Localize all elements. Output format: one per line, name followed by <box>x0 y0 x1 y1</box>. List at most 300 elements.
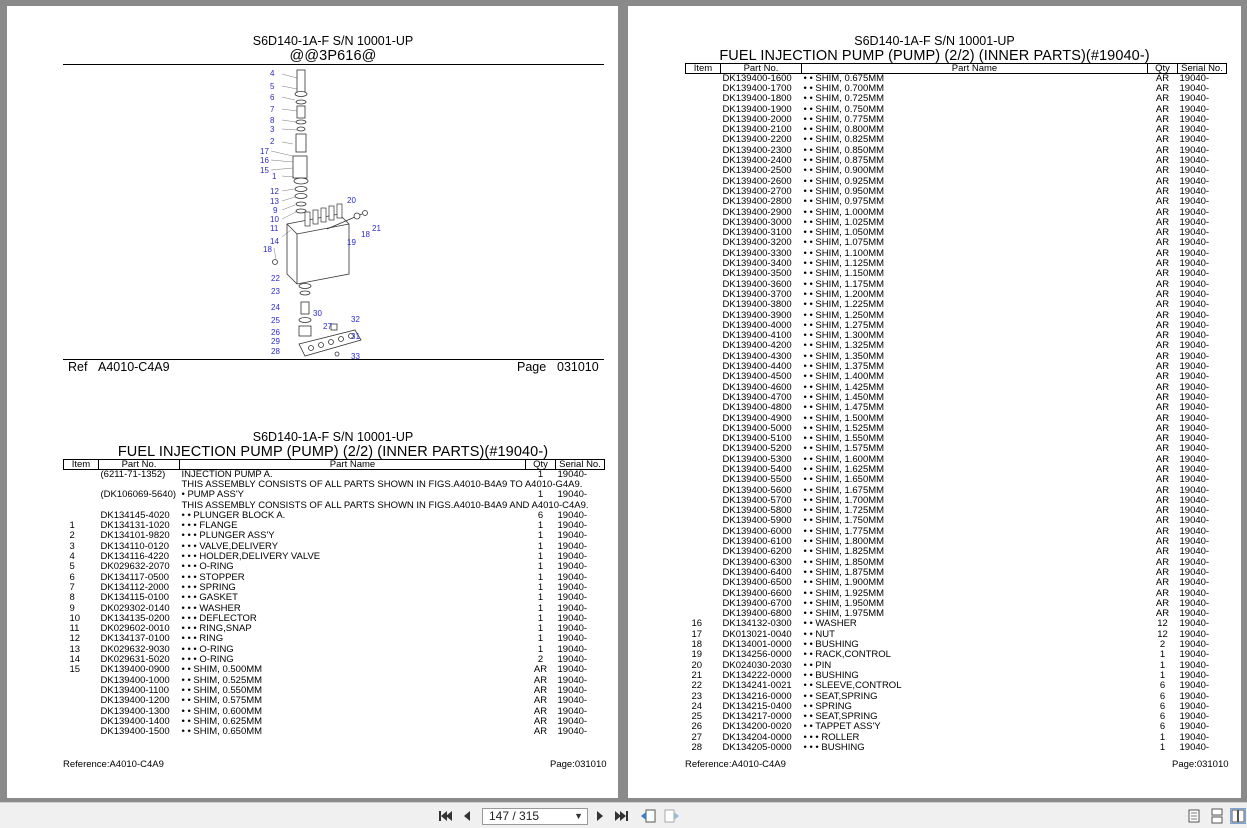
table-row <box>686 290 1227 300</box>
part-number: DK134137-0100 <box>100 634 170 645</box>
last-page-icon[interactable] <box>614 808 630 824</box>
callout: 30 <box>313 309 322 318</box>
callout: 7 <box>270 105 275 114</box>
part-number: DK139400-6600 <box>722 588 792 599</box>
item-number: 12 <box>69 634 81 645</box>
item-number <box>686 311 721 321</box>
table-row <box>686 238 1227 248</box>
next-page-icon[interactable] <box>592 808 608 824</box>
table-row <box>686 187 1227 197</box>
page-indicator: 147 / 315 <box>489 809 540 823</box>
part-number: DK139400-1500 <box>100 727 170 738</box>
part-name: • • SHIM, 1.200MM <box>803 289 885 300</box>
parts-table <box>63 459 605 737</box>
part-number: DK139400-5700 <box>722 495 792 506</box>
part-number: DK139400-1700 <box>722 84 792 94</box>
viewer-toolbar <box>0 802 1247 828</box>
quantity: 1 <box>1159 670 1166 681</box>
left-page <box>7 6 618 798</box>
serial-number: 19040- <box>1179 650 1210 661</box>
callout: 4 <box>270 69 275 78</box>
table-row <box>686 537 1227 547</box>
part-number: DK134132-0300 <box>722 619 792 630</box>
callout: 5 <box>270 82 275 91</box>
part-number: DK029632-2070 <box>100 562 170 573</box>
quantity: AR <box>1155 351 1170 362</box>
quantity: 1 <box>537 624 544 635</box>
part-number: DK139400-3600 <box>722 279 792 290</box>
quantity: 2 <box>1159 640 1166 651</box>
item-number: 17 <box>691 629 703 640</box>
quantity: 1 <box>537 552 544 563</box>
part-number: DK139400-4100 <box>722 331 792 342</box>
part-name: • • BUSHING <box>803 670 859 681</box>
quantity: 6 <box>1159 722 1166 733</box>
part-number: DK139400-1100 <box>100 685 169 696</box>
part-number: DK139400-4300 <box>722 351 792 362</box>
go-forward-icon[interactable] <box>664 808 680 824</box>
table-row <box>64 583 605 593</box>
part-name: • • SHIM, 0.950MM <box>803 186 885 197</box>
serial-number: 19040- <box>1179 372 1210 383</box>
table-row <box>64 593 605 603</box>
table-row <box>64 604 605 614</box>
part-number: DK139400-6200 <box>722 547 792 558</box>
part-number: DK139400-3900 <box>722 310 792 321</box>
serial-number: 19040- <box>1179 259 1210 270</box>
table-row <box>686 486 1227 496</box>
table-row <box>686 619 1227 629</box>
part-number: DK029302-0140 <box>100 603 170 614</box>
quantity: AR <box>1155 588 1170 599</box>
quantity: 6 <box>1159 712 1166 723</box>
table-row <box>686 414 1227 424</box>
quantity: 1 <box>1159 732 1166 743</box>
quantity: 1 <box>537 593 544 604</box>
part-name: • • SHIM, 0.550MM <box>181 685 263 696</box>
callout: 11 <box>270 224 279 233</box>
part-name: • • • GASKET <box>181 593 238 604</box>
table-row <box>64 676 605 686</box>
serial-number: 19040- <box>1179 145 1210 156</box>
quantity: AR <box>1155 382 1170 393</box>
item-number <box>686 414 721 424</box>
item-number: 5 <box>69 562 75 573</box>
table-row <box>686 341 1227 351</box>
callout: 3 <box>270 125 275 134</box>
serial-number: 19040- <box>1179 547 1210 558</box>
quantity: AR <box>1155 166 1170 177</box>
quantity: AR <box>1155 362 1170 373</box>
quantity: 1 <box>537 634 544 645</box>
ref-value: A4010-C4A9 <box>98 360 170 374</box>
table-row <box>686 661 1227 671</box>
table-row <box>686 249 1227 259</box>
serial-number: 19040- <box>1179 217 1210 228</box>
part-number: DK139400-6000 <box>722 526 792 537</box>
part-name: • • SHIM, 1.000MM <box>803 207 885 218</box>
item-number <box>686 228 721 238</box>
part-name: • • SLEEVE,CONTROL <box>803 681 902 692</box>
table-row <box>64 686 605 696</box>
serial-number: 19040- <box>1179 578 1210 589</box>
callout: 28 <box>271 347 280 356</box>
part-name: • • TAPPET ASS'Y <box>803 722 881 733</box>
item-number <box>686 609 721 619</box>
part-name: • • SHIM, 0.575MM <box>181 696 263 707</box>
part-name: • • SHIM, 1.300MM <box>803 331 885 342</box>
serial-number: 19040- <box>1179 186 1210 197</box>
two-page-view-icon[interactable] <box>1230 808 1246 824</box>
table-row <box>64 624 605 634</box>
item-number <box>686 94 721 104</box>
quantity: 1 <box>537 469 544 480</box>
item-number <box>686 238 721 248</box>
part-name: • • SHIM, 1.625MM <box>803 464 885 475</box>
part-name: • • SHIM, 1.825MM <box>803 547 885 558</box>
quantity: 1 <box>537 531 544 542</box>
item-number <box>686 115 721 125</box>
part-name: • • SHIM, 1.375MM <box>803 362 885 373</box>
item-number <box>686 218 721 228</box>
quantity: 1 <box>537 541 544 552</box>
part-name: • • BUSHING <box>803 640 859 651</box>
item-number <box>686 537 721 547</box>
part-name: • • SHIM, 1.800MM <box>803 537 885 548</box>
prev-page-icon[interactable] <box>459 808 475 824</box>
table-row <box>686 589 1227 599</box>
callout: 15 <box>260 166 269 175</box>
serial-number: 19040- <box>1179 557 1210 568</box>
serial-number: 19040- <box>557 469 588 480</box>
serial-number: 19040- <box>1179 207 1210 218</box>
serial-number: 19040- <box>557 613 588 624</box>
part-number: DK139400-0900 <box>100 665 170 676</box>
table-row <box>686 177 1227 187</box>
serial-number: 19040- <box>557 490 588 501</box>
part-number: DK029602-0010 <box>100 624 170 635</box>
part-name: • • SHIM, 1.325MM <box>803 341 885 352</box>
quantity: AR <box>533 685 548 696</box>
quantity: AR <box>533 727 548 738</box>
part-name: • • SHIM, 1.225MM <box>803 300 885 311</box>
column-header: Item <box>686 64 721 74</box>
part-name: • • SHIM, 1.150MM <box>803 269 885 280</box>
serial-number: 19040- <box>1179 701 1210 712</box>
part-name: • • SHIM, 1.025MM <box>803 217 885 228</box>
part-number: DK134135-0200 <box>100 613 170 624</box>
part-name: • • PIN <box>803 660 832 671</box>
part-name: • • • VALVE,DELIVERY <box>181 541 279 552</box>
part-name: • • PLUNGER BLOCK A. <box>181 510 286 521</box>
serial-number: 19040- <box>557 727 588 738</box>
quantity: 12 <box>1157 619 1168 630</box>
part-name: • • • ROLLER <box>803 732 860 743</box>
quantity: AR <box>1155 156 1170 167</box>
part-name: • • SHIM, 1.125MM <box>803 259 885 270</box>
part-number: DK013021-0040 <box>722 629 792 640</box>
footer-reference: Reference:A4010-C4A9 <box>685 759 786 770</box>
part-name: • • SHIM, 0.625MM <box>181 716 263 727</box>
serial-number: 19040- <box>557 675 588 686</box>
part-number: DK139400-1000 <box>100 675 170 686</box>
quantity: AR <box>1155 104 1170 115</box>
table-row <box>686 166 1227 176</box>
part-name: • • • DEFLECTOR <box>181 613 257 624</box>
item-number <box>686 300 721 310</box>
page-number-dropdown[interactable] <box>482 808 588 825</box>
part-number: DK134217-0000 <box>722 712 792 723</box>
part-name: • • SHIM, 1.275MM <box>803 320 885 331</box>
item-number <box>686 249 721 259</box>
part-name: • • SHIM, 1.725MM <box>803 506 885 517</box>
quantity: 1 <box>537 572 544 583</box>
table-row <box>686 94 1227 104</box>
serial-number: 19040- <box>1179 392 1210 403</box>
continuous-view-icon[interactable] <box>1209 808 1225 824</box>
part-number: DK139400-3400 <box>722 259 792 270</box>
item-number <box>64 511 99 521</box>
item-number <box>686 558 721 568</box>
part-name: • • SHIM, 0.725MM <box>803 94 885 105</box>
item-number: 1 <box>69 521 75 532</box>
part-number: DK139400-5200 <box>722 444 792 455</box>
item-number <box>686 259 721 269</box>
quantity: AR <box>1155 331 1170 342</box>
quantity: AR <box>1155 238 1170 249</box>
page-value: 031010 <box>557 360 599 374</box>
table-row <box>686 125 1227 135</box>
part-name: • • SHIM, 1.350MM <box>803 351 885 362</box>
table-row <box>686 650 1227 660</box>
part-name: • • SHIM, 1.250MM <box>803 310 885 321</box>
part-number: DK139400-3500 <box>722 269 792 280</box>
part-number: DK139400-6700 <box>722 598 792 609</box>
table-row <box>64 655 605 665</box>
part-name: • • SHIM, 0.875MM <box>803 156 885 167</box>
part-number: (6211-71-1352) <box>100 469 166 480</box>
serial-number: 19040- <box>1179 320 1210 331</box>
part-name: • • SHIM, 1.975MM <box>803 609 885 620</box>
part-name: • • SHIM, 0.600MM <box>181 706 263 717</box>
table-model: S6D140-1A-F S/N 10001-UP <box>854 34 1015 48</box>
item-number: 16 <box>691 619 703 630</box>
column-header: Qty <box>1148 64 1178 74</box>
part-name: • • SHIM, 1.950MM <box>803 598 885 609</box>
serial-number: 19040- <box>1179 732 1210 743</box>
assembly-note: THIS ASSEMBLY CONSISTS OF ALL PARTS SHOWN IN FIGS.A4010-B4A9 AND A4010-C4A9. <box>181 500 589 511</box>
part-number: DK139400-4600 <box>722 382 792 393</box>
table-row <box>686 640 1227 650</box>
part-name: • • SHIM, 1.775MM <box>803 526 885 537</box>
quantity: 2 <box>537 655 544 666</box>
part-name: • • NUT <box>803 629 835 640</box>
table-header-row <box>64 460 605 470</box>
item-number <box>686 74 721 85</box>
part-name: • • SHIM, 1.900MM <box>803 578 885 589</box>
callout: 18 <box>361 230 370 239</box>
quantity: AR <box>1155 557 1170 568</box>
quantity: 12 <box>1157 629 1168 640</box>
item-number: 4 <box>69 552 75 563</box>
table-row <box>64 707 605 717</box>
part-number: DK134241-0021 <box>722 681 792 692</box>
part-number: (DK106069-5640) <box>100 490 177 501</box>
table-header-row <box>686 64 1227 74</box>
callout: 27 <box>323 322 332 331</box>
serial-number: 19040- <box>1179 444 1210 455</box>
table-note-row <box>64 501 605 511</box>
serial-number: 19040- <box>1179 598 1210 609</box>
part-number: DK134204-0000 <box>722 732 792 743</box>
table-row <box>64 727 605 737</box>
illustration-model: S6D140-1A-F S/N 10001-UP <box>252 34 414 48</box>
item-number <box>686 146 721 156</box>
part-name: • • • FLANGE <box>181 521 238 532</box>
table-row <box>686 609 1227 619</box>
part-name: • • SHIM, 1.650MM <box>803 475 885 486</box>
part-number: DK139400-5900 <box>722 516 792 527</box>
quantity: AR <box>1155 228 1170 239</box>
serial-number: 19040- <box>1179 94 1210 105</box>
table-title: FUEL INJECTION PUMP (PUMP) (2/2) (INNER PARTS)(#19040-) <box>117 444 549 460</box>
callout: 29 <box>271 337 280 346</box>
exploded-parts-diagram <box>227 64 387 364</box>
table-row <box>686 681 1227 691</box>
quantity: AR <box>533 706 548 717</box>
part-number: DK139400-2200 <box>722 135 792 146</box>
callout: 19 <box>347 238 356 247</box>
item-number <box>686 352 721 362</box>
item-number: 28 <box>691 743 703 753</box>
go-back-icon[interactable] <box>640 808 656 824</box>
part-name: • • • STOPPER <box>181 572 245 583</box>
quantity: 1 <box>1159 650 1166 661</box>
quantity: AR <box>1155 567 1170 578</box>
part-number: DK139400-1900 <box>722 104 792 115</box>
item-number <box>686 516 721 526</box>
table-row <box>64 552 605 562</box>
part-name: • • SHIM, 1.100MM <box>803 248 885 259</box>
table-row <box>686 465 1227 475</box>
part-name: • • • PLUNGER ASS'Y <box>181 531 275 542</box>
serial-number: 19040- <box>1179 351 1210 362</box>
callout: 24 <box>271 303 280 312</box>
item-number: 9 <box>69 603 75 614</box>
callout: 25 <box>271 316 280 325</box>
item-number <box>686 568 721 578</box>
quantity: AR <box>1155 259 1170 270</box>
quantity: AR <box>1155 506 1170 517</box>
quantity: AR <box>1155 207 1170 218</box>
table-row <box>64 645 605 655</box>
footer-page: Page:031010 <box>1172 759 1229 770</box>
part-number: DK139400-6100 <box>722 537 792 548</box>
quantity: AR <box>1155 279 1170 290</box>
serial-number: 19040- <box>557 572 588 583</box>
part-name: • • SPRING <box>803 701 852 712</box>
table-row <box>686 259 1227 269</box>
item-number: 22 <box>691 681 703 692</box>
table-row <box>686 527 1227 537</box>
callout: 23 <box>271 287 280 296</box>
item-number <box>686 135 721 145</box>
serial-number: 19040- <box>557 685 588 696</box>
table-row <box>64 665 605 675</box>
serial-number: 19040- <box>1179 588 1210 599</box>
part-name: • • SHIM, 1.175MM <box>803 279 885 290</box>
part-number: DK134117-0500 <box>100 572 169 583</box>
serial-number: 19040- <box>1179 434 1210 445</box>
part-number: DK139400-2100 <box>722 125 792 136</box>
part-name: • • SHIM, 1.675MM <box>803 485 885 496</box>
single-page-view-icon[interactable] <box>1186 808 1202 824</box>
table-row <box>686 547 1227 557</box>
quantity: AR <box>1155 434 1170 445</box>
callout: 32 <box>351 315 360 324</box>
part-number: DK134101-9820 <box>100 531 170 542</box>
serial-number: 19040- <box>557 521 588 532</box>
item-number: 6 <box>69 572 75 583</box>
part-number: DK139400-5000 <box>722 423 792 434</box>
callout: 18 <box>263 245 272 254</box>
part-number: DK134110-0120 <box>100 541 169 552</box>
table-row <box>64 531 605 541</box>
item-number <box>686 599 721 609</box>
serial-number: 19040- <box>557 541 588 552</box>
table-row <box>686 444 1227 454</box>
table-row <box>686 146 1227 156</box>
table-row <box>686 156 1227 166</box>
part-number: DK139400-5600 <box>722 485 792 496</box>
callout: 26 <box>271 328 280 337</box>
part-number: DK134145-4020 <box>100 510 170 521</box>
serial-number: 19040- <box>1179 567 1210 578</box>
quantity: AR <box>533 696 548 707</box>
first-page-icon[interactable] <box>437 808 453 824</box>
item-number <box>686 84 721 94</box>
part-name: • • SHIM, 1.750MM <box>803 516 885 527</box>
item-number <box>686 444 721 454</box>
column-header: Serial No. <box>1178 64 1227 74</box>
table-row <box>686 352 1227 362</box>
serial-number: 19040- <box>1179 413 1210 424</box>
illustration-code: @@3P616@ <box>289 48 377 64</box>
table-row <box>686 228 1227 238</box>
parts-table <box>685 63 1227 753</box>
serial-number: 19040- <box>1179 331 1210 342</box>
serial-number: 19040- <box>1179 228 1210 239</box>
callout: 9 <box>273 206 278 215</box>
callout: 17 <box>260 147 269 156</box>
serial-number: 19040- <box>557 696 588 707</box>
column-header: Part No. <box>99 460 180 470</box>
item-number <box>686 455 721 465</box>
part-number: DK139400-2500 <box>722 166 792 177</box>
item-number <box>686 197 721 207</box>
serial-number: 19040- <box>1179 248 1210 259</box>
item-number: 13 <box>69 644 81 655</box>
callout: 33 <box>351 352 360 361</box>
quantity: AR <box>1155 135 1170 146</box>
part-number: DK139400-2000 <box>722 114 792 125</box>
serial-number: 19040- <box>1179 289 1210 300</box>
part-number: DK139400-6800 <box>722 609 792 620</box>
serial-number: 19040- <box>557 634 588 645</box>
quantity: AR <box>1155 454 1170 465</box>
part-number: DK139400-1200 <box>100 696 170 707</box>
table-row <box>64 696 605 706</box>
